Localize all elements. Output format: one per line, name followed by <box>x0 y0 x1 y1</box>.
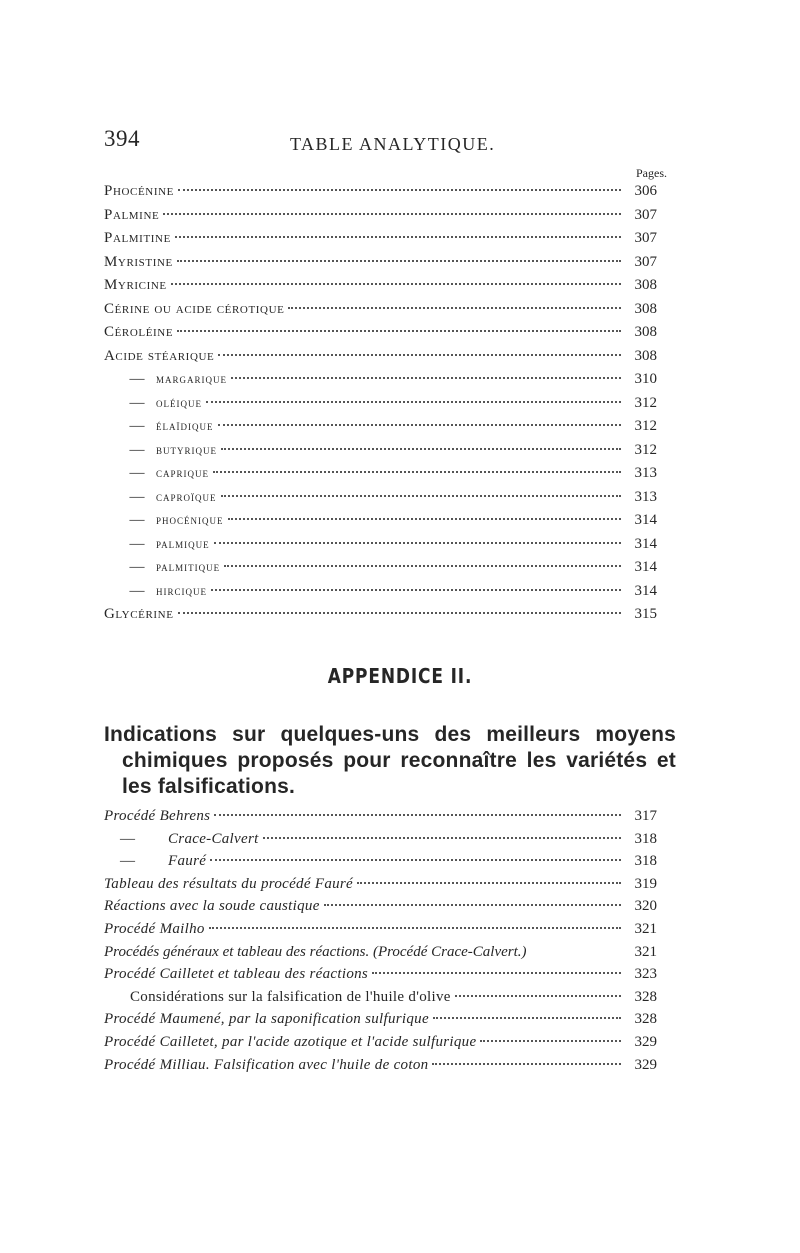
toc-entry <box>104 512 657 536</box>
toc-entry-page: 314 <box>634 582 657 599</box>
appendix-heading: APPENDICE II. <box>327 664 473 688</box>
dot-leader <box>228 518 622 520</box>
toc-entry-label: Palmine <box>104 206 160 223</box>
toc-entry <box>104 898 657 921</box>
toc-entry-label: Crace-Calvert <box>168 830 259 847</box>
toc-entry-page: 306 <box>634 183 657 199</box>
toc-entry-label: Procédés généraux et tableau des réactions. (Procédé Crace-Calvert.) <box>104 943 527 960</box>
toc-entry-label: Acide stéarique <box>104 347 215 364</box>
toc-entry-page: 319 <box>634 875 657 892</box>
toc-entry <box>104 371 657 395</box>
toc-entry-page: 315 <box>634 606 657 622</box>
toc-entry-page: 321 <box>634 943 657 960</box>
toc-entry-page: 321 <box>634 920 657 937</box>
toc-entry-page: 314 <box>634 535 657 552</box>
toc-entry-page: 313 <box>634 465 657 481</box>
toc-entry <box>104 207 657 231</box>
toc-entry-page: 323 <box>634 966 657 983</box>
toc-entry <box>104 606 657 630</box>
dot-leader <box>455 995 621 997</box>
toc-entry-page: 328 <box>634 988 657 1005</box>
dot-leader <box>224 565 621 567</box>
toc-entry <box>104 536 657 560</box>
toc-entry-page: 307 <box>634 253 657 270</box>
toc-entry-page: 312 <box>634 441 657 458</box>
ditto-dash: — <box>129 582 145 599</box>
toc-entry <box>104 989 657 1012</box>
pages-column-label: Pages. <box>636 166 667 180</box>
dot-leader <box>175 236 621 238</box>
toc-entry-page: 307 <box>634 206 657 223</box>
dot-leader <box>171 283 621 285</box>
toc-entry <box>104 1011 657 1034</box>
toc-entry-page: 307 <box>634 230 657 246</box>
toc-entry-label: Réactions avec la soude caustique <box>104 898 320 915</box>
dot-leader <box>214 814 621 816</box>
toc-entry-label: Procédé Milliau. Falsification avec l'huile de coton <box>104 1056 429 1073</box>
dot-leader <box>432 1063 621 1065</box>
dot-leader <box>433 1017 621 1019</box>
toc-entry-page: 312 <box>634 418 657 434</box>
toc-entry-page: 320 <box>634 898 657 915</box>
ditto-dash: — <box>120 853 135 870</box>
toc-entry <box>104 853 657 876</box>
toc-entry-label: élaïdique <box>156 418 214 433</box>
toc-entry <box>104 254 657 278</box>
dot-leader <box>288 307 621 309</box>
toc-entry-page: 312 <box>634 394 657 411</box>
ditto-dash: — <box>129 559 145 575</box>
dot-leader <box>221 448 621 450</box>
toc-entry-label: hircique <box>156 582 207 598</box>
toc-entry-label: Cérine ou acide cérotique <box>104 300 285 317</box>
toc-entry-label: margarique <box>156 371 228 386</box>
toc-entry-label: caprique <box>156 465 210 480</box>
toc-entry-page: 317 <box>634 808 657 824</box>
toc-entry-page: 308 <box>634 277 657 293</box>
ditto-dash: — <box>129 488 145 505</box>
toc-entry-label: palmique <box>156 535 210 551</box>
toc-entry-page: 318 <box>634 830 657 847</box>
toc-entry <box>104 966 657 989</box>
intro-line-1: Indications sur quelques-uns des meilleurs moyens <box>104 723 676 746</box>
dot-leader <box>210 859 621 861</box>
dot-leader <box>324 904 621 906</box>
toc-entry <box>104 324 657 348</box>
toc-entry <box>104 921 657 944</box>
toc-entry <box>104 418 657 442</box>
toc-main-list <box>104 183 657 630</box>
intro-line-3: les falsifications. <box>122 775 296 798</box>
toc-entry-page: 329 <box>634 1056 657 1073</box>
dot-leader <box>218 354 621 356</box>
toc-entry <box>104 1057 657 1080</box>
toc-entry-label: Procédé Behrens <box>104 808 211 824</box>
dot-leader <box>209 927 621 929</box>
toc-entry-page: 310 <box>634 371 657 387</box>
dot-leader <box>263 837 621 839</box>
dot-leader <box>211 589 621 591</box>
dot-leader <box>177 330 621 332</box>
running-title: TABLE ANALYTIQUE. <box>290 134 496 154</box>
appendix-intro <box>104 722 676 800</box>
toc-entry-label: Céroléine <box>104 324 174 340</box>
ditto-dash: — <box>129 535 145 552</box>
dot-leader <box>206 401 621 403</box>
toc-entry <box>104 876 657 899</box>
toc-entry-label: Procédé Mailho <box>104 920 205 937</box>
dot-leader <box>480 1040 621 1042</box>
ditto-dash: — <box>129 394 145 411</box>
toc-appendix-list <box>104 808 657 1079</box>
toc-entry-label: caproïque <box>156 488 217 504</box>
intro-line-2: chimiques proposés pour reconnaître les variétés et <box>122 749 676 772</box>
dot-leader <box>178 189 621 191</box>
toc-entry <box>104 301 657 325</box>
toc-entry <box>104 559 657 583</box>
toc-entry <box>104 489 657 513</box>
dot-leader <box>218 424 622 426</box>
toc-entry-label: palmitique <box>156 559 221 574</box>
toc-entry <box>104 831 657 854</box>
ditto-dash: — <box>129 418 145 434</box>
toc-entry <box>104 183 657 207</box>
dot-leader <box>221 495 621 497</box>
toc-entry-label: Considérations sur la falsification de l'huile d'olive <box>130 988 451 1005</box>
toc-entry-page: 329 <box>634 1033 657 1050</box>
ditto-dash: — <box>129 465 145 481</box>
dot-leader <box>214 542 621 544</box>
dot-leader <box>163 213 621 215</box>
toc-entry-label: Tableau des résultats du procédé Fauré <box>104 875 354 892</box>
page-number: 394 <box>104 126 140 151</box>
toc-entry-page: 308 <box>634 347 657 364</box>
toc-entry <box>104 808 657 831</box>
toc-entry-page: 328 <box>634 1011 657 1028</box>
toc-entry-label: butyrique <box>156 441 217 457</box>
toc-entry <box>104 583 657 607</box>
toc-entry <box>104 230 657 254</box>
toc-entry <box>104 277 657 301</box>
dot-leader <box>231 377 621 379</box>
toc-entry-label: Palmitine <box>104 230 171 246</box>
toc-entry-label: Procédé Cailletet, par l'acide azotique et l'acide sulfurique <box>104 1033 477 1050</box>
ditto-dash: — <box>129 441 145 458</box>
dot-leader <box>213 471 621 473</box>
toc-entry-page: 318 <box>634 853 657 870</box>
toc-entry-label: phocénique <box>156 512 224 527</box>
toc-entry-label: Procédé Cailletet et tableau des réactions <box>104 966 369 983</box>
toc-entry <box>104 348 657 372</box>
toc-entry-page: 308 <box>634 324 657 340</box>
toc-entry <box>104 442 657 466</box>
toc-entry-label: Glycérine <box>104 606 174 622</box>
toc-entry-label: Myristine <box>104 253 173 270</box>
toc-entry-label: Phocénine <box>104 183 174 199</box>
toc-entry-page: 314 <box>634 512 657 528</box>
dot-leader <box>372 972 621 974</box>
toc-entry <box>104 1034 657 1057</box>
toc-entry-label: Fauré <box>168 853 207 870</box>
dot-leader <box>357 882 621 884</box>
toc-entry-label: Procédé Maumené, par la saponification sulfurique <box>104 1011 429 1028</box>
toc-entry-label: Myricine <box>104 277 167 293</box>
toc-entry <box>104 944 657 967</box>
toc-entry <box>104 465 657 489</box>
ditto-dash: — <box>120 830 135 847</box>
ditto-dash: — <box>129 512 145 528</box>
ditto-dash: — <box>129 371 145 387</box>
toc-entry-page: 313 <box>634 488 657 505</box>
toc-entry-page: 314 <box>634 559 657 575</box>
dot-leader <box>178 612 621 614</box>
toc-entry-page: 308 <box>634 300 657 317</box>
toc-entry-label: oléique <box>156 394 202 410</box>
toc-entry <box>104 395 657 419</box>
dot-leader <box>177 260 621 262</box>
